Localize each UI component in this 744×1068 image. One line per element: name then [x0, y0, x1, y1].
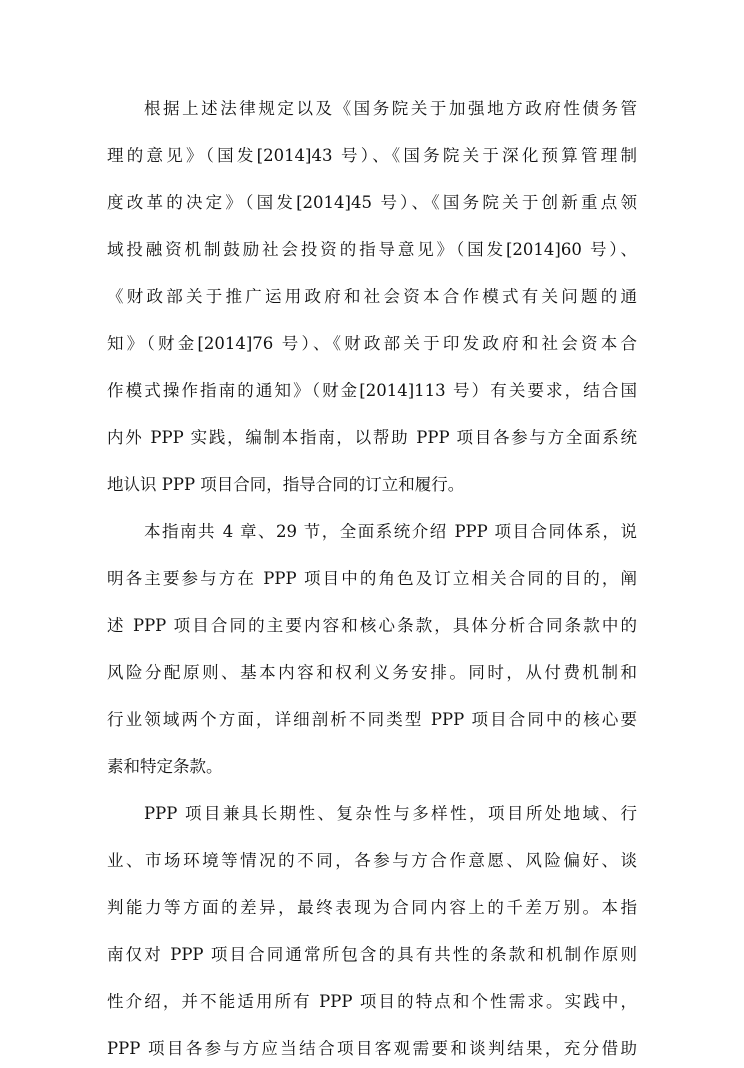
p2-line-3: 述 PPP 项目合同的主要内容和核心条款，具体分析合同条款中的: [107, 616, 637, 635]
p3-line-3: 判能力等方面的差异，最终表现为合同内容上的千差万别。本指: [107, 898, 637, 917]
p2-line-6: 素和特定条款。: [107, 757, 223, 776]
p3-line-5: 性介绍，并不能适用所有 PPP 项目的特点和个性需求。实践中，: [107, 992, 637, 1011]
p1-line-9: 地认识 PPP 项目合同，指导合同的订立和履行。: [107, 475, 465, 494]
p2-line-5: 行业领域两个方面，详细剖析不同类型 PPP 项目合同中的核心要: [107, 710, 637, 729]
p1-line-3: 度改革的决定》（国发[2014]45 号）、《国务院关于创新重点领: [107, 193, 637, 212]
p3-line-6: PPP 项目各参与方应当结合项目客观需要和谈判结果，充分借助: [107, 1039, 637, 1058]
p3-line-2: 业、市场环境等情况的不同，各参与方合作意愿、风险偏好、谈: [107, 851, 637, 870]
p1-line-2: 理的意见》（国发[2014]43 号）、《国务院关于深化预算管理制: [107, 146, 637, 165]
p2-line-1: 本指南共 4 章、29 节，全面系统介绍 PPP 项目合同体系，说: [144, 522, 637, 541]
p3-line-4: 南仅对 PPP 项目合同通常所包含的具有共性的条款和机制作原则: [107, 945, 637, 964]
p1-line-8: 内外 PPP 实践，编制本指南，以帮助 PPP 项目各参与方全面系统: [107, 428, 637, 447]
p1-line-6: 知》（财金[2014]76 号）、《财政部关于印发政府和社会资本合: [107, 334, 637, 353]
p3-line-1: PPP 项目兼具长期性、复杂性与多样性，项目所处地域、行: [144, 804, 637, 823]
p1-line-4: 域投融资机制鼓励社会投资的指导意见》（国发[2014]60 号）、: [107, 240, 637, 259]
p1-line-1: 根据上述法律规定以及《国务院关于加强地方政府性债务管: [144, 99, 637, 118]
p2-line-4: 风险分配原则、基本内容和权利义务安排。同时，从付费机制和: [107, 663, 637, 682]
p2-line-2: 明各主要参与方在 PPP 项目中的角色及订立相关合同的目的，阐: [107, 569, 637, 588]
p1-line-7: 作模式操作指南的通知》（财金[2014]113 号）有关要求，结合国: [107, 381, 637, 400]
p1-line-5: 《财政部关于推广运用政府和社会资本合作模式有关问题的通: [107, 287, 637, 306]
